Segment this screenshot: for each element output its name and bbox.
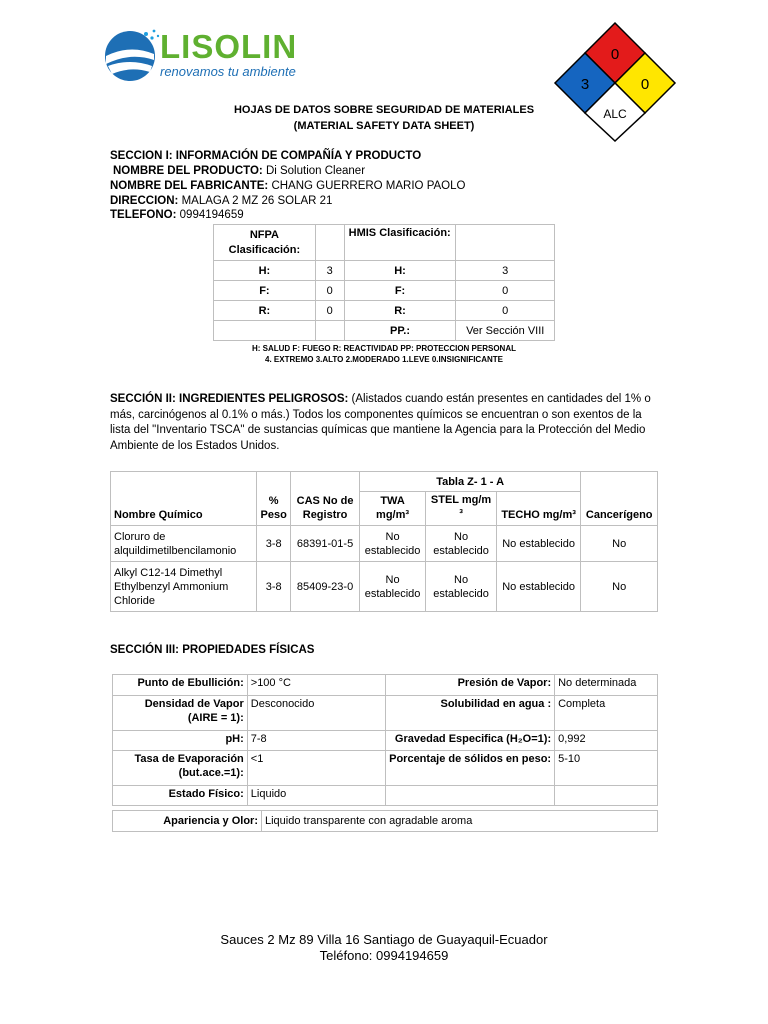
table-cell: 85409-23-0	[291, 562, 360, 612]
table-cell	[315, 225, 344, 261]
table-cell: F:	[214, 281, 316, 301]
header-cas: CAS No de Registro	[291, 472, 360, 526]
table-row	[113, 811, 658, 832]
table-cell: 0,992	[555, 731, 658, 751]
table-cell: Gravedad Especifica (H₂O=1):	[385, 731, 555, 751]
hmis-header: HMIS Clasificación:	[344, 225, 456, 261]
header-name: Nombre Químico	[111, 472, 257, 526]
logo-name: LISOLIN	[160, 28, 298, 65]
table-cell: 3	[315, 261, 344, 281]
doc-subtitle: (MATERIAL SAFETY DATA SHEET)	[293, 120, 475, 132]
section2-paragraph	[110, 392, 658, 454]
table-cell: Solubilidad en agua :	[385, 696, 555, 731]
footer-address: Sauces 2 Mz 89 Villa 16 Santiago de Guayaquil-Ecuador	[220, 932, 548, 947]
table-row	[113, 786, 658, 806]
table-cell: No establecido	[496, 562, 581, 612]
maker-line	[110, 179, 465, 194]
table-cell: 68391-01-5	[291, 526, 360, 562]
table-cell: F:	[344, 281, 456, 301]
phone-value: 0994194659	[179, 209, 244, 221]
classification-note-1: H: SALUD F: FUEGO R: REACTIVIDAD PP: PROTECCION PERSONAL	[251, 344, 516, 353]
product-line	[113, 164, 365, 179]
product-label: NOMBRE DEL PRODUCTO:	[113, 165, 263, 177]
table-cell: No	[581, 562, 658, 612]
reactivity-value: 0	[640, 76, 650, 93]
logo-globe-icon	[104, 26, 160, 86]
table-cell: 0	[456, 281, 555, 301]
phone-label: TELEFONO:	[110, 209, 177, 221]
appearance-value: Liquido transparente con agradable aroma	[262, 811, 658, 832]
header-group: Tabla Z- 1 - A	[359, 472, 581, 492]
table-cell: H:	[214, 261, 316, 281]
table-cell	[315, 321, 344, 341]
company-logo	[104, 26, 304, 86]
section2-heading: SECCIÓN II: INGREDIENTES PELIGROSOS:	[110, 393, 349, 405]
table-row	[214, 321, 555, 341]
header-twa: TWA mg/m³	[359, 492, 425, 526]
table-cell: Alkyl C12-14 Dimethyl Ethylbenzyl Ammonium Chloride	[111, 562, 257, 612]
table-cell: Punto de Ebullición:	[113, 675, 248, 696]
table-cell: H:	[344, 261, 456, 281]
table-row	[113, 675, 658, 696]
table-cell: Desconocido	[247, 696, 385, 731]
product-value: Di Solution Cleaner	[265, 165, 366, 177]
section1-heading: SECCION I: INFORMACIÓN DE COMPAÑÍA Y PRODUCTO	[110, 150, 422, 162]
table-cell: Cloruro de alquildimetilbencilamonio	[111, 526, 257, 562]
table-cell: R:	[344, 301, 456, 321]
table-cell: 0	[456, 301, 555, 321]
table-cell: Liquido	[247, 786, 385, 806]
table-cell: pH:	[113, 731, 248, 751]
table-cell: PP.:	[344, 321, 456, 341]
header-pct: % Peso	[257, 472, 291, 526]
table-cell: 0	[315, 281, 344, 301]
ingredients-table	[110, 471, 658, 612]
table-cell: R:	[214, 301, 316, 321]
table-row	[214, 281, 555, 301]
table-cell: No establecido	[426, 526, 497, 562]
table-row	[111, 472, 658, 492]
table-row	[111, 562, 658, 612]
table-cell: No establecido	[359, 562, 425, 612]
table-cell: <1	[247, 751, 385, 786]
table-cell: Estado Físico:	[113, 786, 248, 806]
table-row	[214, 301, 555, 321]
table-cell: Ver Sección VIII	[456, 321, 555, 341]
table-cell: 0	[315, 301, 344, 321]
table-row	[214, 261, 555, 281]
nfpa-header-sub: Clasificación:	[228, 243, 301, 256]
table-cell: Porcentaje de sólidos en peso:	[385, 751, 555, 786]
special-value: ALC	[603, 107, 627, 121]
classification-table	[213, 224, 555, 341]
table-cell	[214, 321, 316, 341]
table-cell	[456, 225, 555, 261]
table-cell: Presión de Vapor:	[385, 675, 555, 696]
maker-label: NOMBRE DEL FABRICANTE:	[110, 180, 269, 192]
table-cell: No determinada	[555, 675, 658, 696]
table-cell: No establecido	[359, 526, 425, 562]
table-cell: Densidad de Vapor (AIRE = 1):	[113, 696, 248, 731]
address-label: DIRECCION:	[110, 195, 179, 207]
header-techo: TECHO mg/m³	[496, 492, 581, 526]
address-line	[110, 194, 332, 209]
table-cell	[214, 225, 316, 261]
table-cell: No establecido	[426, 562, 497, 612]
table-cell: No	[581, 526, 658, 562]
appearance-label: Apariencia y Olor:	[113, 811, 262, 832]
classification-note-2: 4. EXTREMO 3.ALTO 2.MODERADO 1.LEVE 0.INSIGNIFICANTE	[265, 355, 503, 364]
table-cell: Tasa de Evaporación (but.ace.=1):	[113, 751, 248, 786]
table-cell: 3-8	[257, 562, 291, 612]
table-row	[113, 751, 658, 786]
table-cell	[555, 786, 658, 806]
table-cell: No establecido	[496, 526, 581, 562]
table-row	[111, 526, 658, 562]
table-cell	[385, 786, 555, 806]
header-cancer: Cancerígeno	[581, 472, 658, 526]
table-cell: 3-8	[257, 526, 291, 562]
maker-value: CHANG GUERRERO MARIO PAOLO	[271, 180, 466, 192]
appearance-table	[112, 810, 658, 832]
table-row	[113, 731, 658, 751]
table-cell: 7-8	[247, 731, 385, 751]
table-cell: 3	[456, 261, 555, 281]
nfpa-header: NFPA	[249, 228, 279, 241]
health-value: 3	[580, 76, 590, 93]
table-cell: >100 °C	[247, 675, 385, 696]
section3-heading: SECCIÓN III: PROPIEDADES FÍSICAS	[110, 644, 315, 656]
section2-text: (Alistados cuando están presentes en cantidades del 1% o más, carcinógenos al 0.1% o más.) Todos los componentes químicos se encuentran o son exentos de la lista del "Inventario TSCA" de sustancias químicas que mantiene la Agencia para la Protección del Medio Ambiente de los Estados Unidos.	[110, 393, 651, 452]
phone-line	[110, 208, 244, 223]
physical-properties-table	[112, 674, 658, 806]
table-cell: Completa	[555, 696, 658, 731]
logo-tagline: renovamos tu ambiente	[160, 64, 296, 79]
footer-phone: Teléfono: 0994194659	[319, 948, 449, 963]
header-stel: STEL mg/m ³	[426, 492, 497, 526]
table-row	[214, 225, 555, 261]
fire-value: 0	[610, 46, 620, 63]
table-row	[113, 696, 658, 731]
address-value: MALAGA 2 MZ 26 SOLAR 21	[181, 195, 333, 207]
table-cell: 5-10	[555, 751, 658, 786]
doc-title: HOJAS DE DATOS SOBRE SEGURIDAD DE MATERIALES	[233, 104, 535, 116]
